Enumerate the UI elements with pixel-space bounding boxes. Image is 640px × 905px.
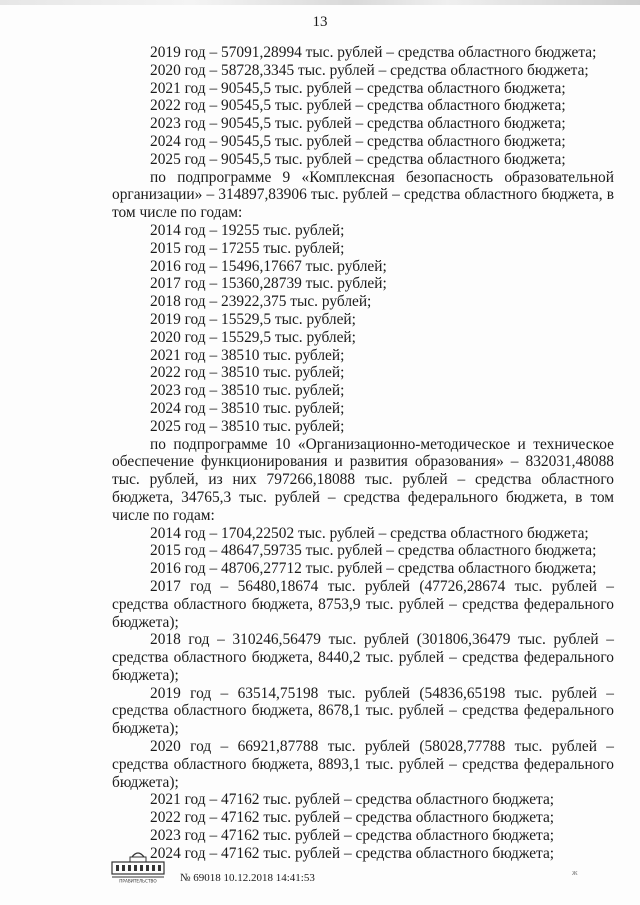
text-line: 2016 год – 15496,17667 тыс. рублей; <box>150 257 387 275</box>
text-line: 2021 год – 47162 тыс. рублей – средства областного бюджета; <box>150 791 555 809</box>
text-line: 2020 год – 15529,5 тыс. рублей; <box>150 328 356 346</box>
text-paragraph: 2017 год – 56480,18674 тыс. рублей (47726,28674 тыс. рублей – средства областного бюджета, 8753,9 тыс. рублей – средства федерального бюджета); <box>112 577 614 631</box>
text-paragraph: по подпрограмме 10 «Организационно-методическое и техническое обеспечение функционирования и развития образования» – 832031,48088 тыс. рублей, из них 797266,18088 тыс. рублей – средства областного бюджета, 34765,3 тыс. рублей – средства федерального бюджета, в том числе по годам: <box>112 435 614 524</box>
text-line: 2019 год – 57091,28994 тыс. рублей – средства областного бюджета; <box>150 44 597 61</box>
text-line: 2017 год – 15360,28739 тыс. рублей; <box>150 275 387 293</box>
page-footer <box>110 848 578 898</box>
text-line: 2019 год – 15529,5 тыс. рублей; <box>150 310 356 328</box>
text-line: 2014 год – 1704,22502 тыс. рублей – средства областного бюджета; <box>150 524 589 542</box>
text-line: 2016 год – 48706,27712 тыс. рублей – средства областного бюджета; <box>150 560 597 578</box>
stamp-text: ПРАВИТЕЛЬСТВО <box>119 878 157 884</box>
scan-edge <box>0 0 640 5</box>
registration-number: № 69018 10.12.2018 14:41:53 <box>180 872 315 884</box>
text-paragraph: 2020 год – 66921,87788 тыс. рублей (58028,77788 тыс. рублей – средства областного бюджета, 8893,1 тыс. рублей – средства федерального бюджета); <box>112 738 614 791</box>
text-line: 2024 год – 90545,5 тыс. рублей – средства областного бюджета; <box>150 132 566 150</box>
text-paragraph: 2018 год – 310246,56479 тыс. рублей (301806,36479 тыс. рублей – средства областного бюджета, 8440,2 тыс. рублей – средства федерального бюджета); <box>112 631 614 684</box>
text-line: 2022 год – 47162 тыс. рублей – средства областного бюджета; <box>150 809 555 827</box>
text-line: 2025 год – 90545,5 тыс. рублей – средства областного бюджета; <box>150 150 566 168</box>
text-line: 2014 год – 19255 тыс. рублей; <box>150 221 345 239</box>
government-stamp-icon <box>110 848 166 884</box>
text-paragraph: по подпрограмме 9 «Комплексная безопасность образовательной организации» – 314897,83906 тыс. рублей – средства областного бюджета, в том числе по годам: <box>112 168 614 222</box>
text-line: 2022 год – 90545,5 тыс. рублей – средства областного бюджета; <box>150 97 566 115</box>
text-line: 2021 год – 38510 тыс. рублей; <box>150 346 345 364</box>
text-line: 2015 год – 48647,59735 тыс. рублей – средства областного бюджета; <box>150 542 597 560</box>
text-line: 2025 год – 38510 тыс. рублей; <box>150 417 345 435</box>
scan-mark: ж <box>572 868 578 877</box>
text-line: 2024 год – 38510 тыс. рублей; <box>150 399 345 417</box>
text-line: 2023 год – 38510 тыс. рублей; <box>150 382 345 400</box>
page-number: 13 <box>312 14 328 30</box>
text-line: 2024 год – 47162 тыс. рублей – средства областного бюджета; <box>150 844 555 862</box>
text-line: 2018 год – 23922,375 тыс. рублей; <box>150 293 372 311</box>
text-paragraph: 2019 год – 63514,75198 тыс. рублей (54836,65198 тыс. рублей – средства областного бюджета, 8678,1 тыс. рублей – средства федерального бюджета); <box>112 684 614 738</box>
text-line: 2021 год – 90545,5 тыс. рублей – средства областного бюджета; <box>150 79 566 97</box>
text-line: 2015 год – 17255 тыс. рублей; <box>150 239 345 257</box>
text-line: 2023 год – 47162 тыс. рублей – средства областного бюджета; <box>150 827 555 845</box>
text-line: 2020 год – 58728,3345 тыс. рублей – средства областного бюджета; <box>150 61 589 79</box>
document-body <box>112 44 614 863</box>
text-line: 2022 год – 38510 тыс. рублей; <box>150 364 345 382</box>
text-line: 2023 год – 90545,5 тыс. рублей – средства областного бюджета; <box>150 115 566 133</box>
